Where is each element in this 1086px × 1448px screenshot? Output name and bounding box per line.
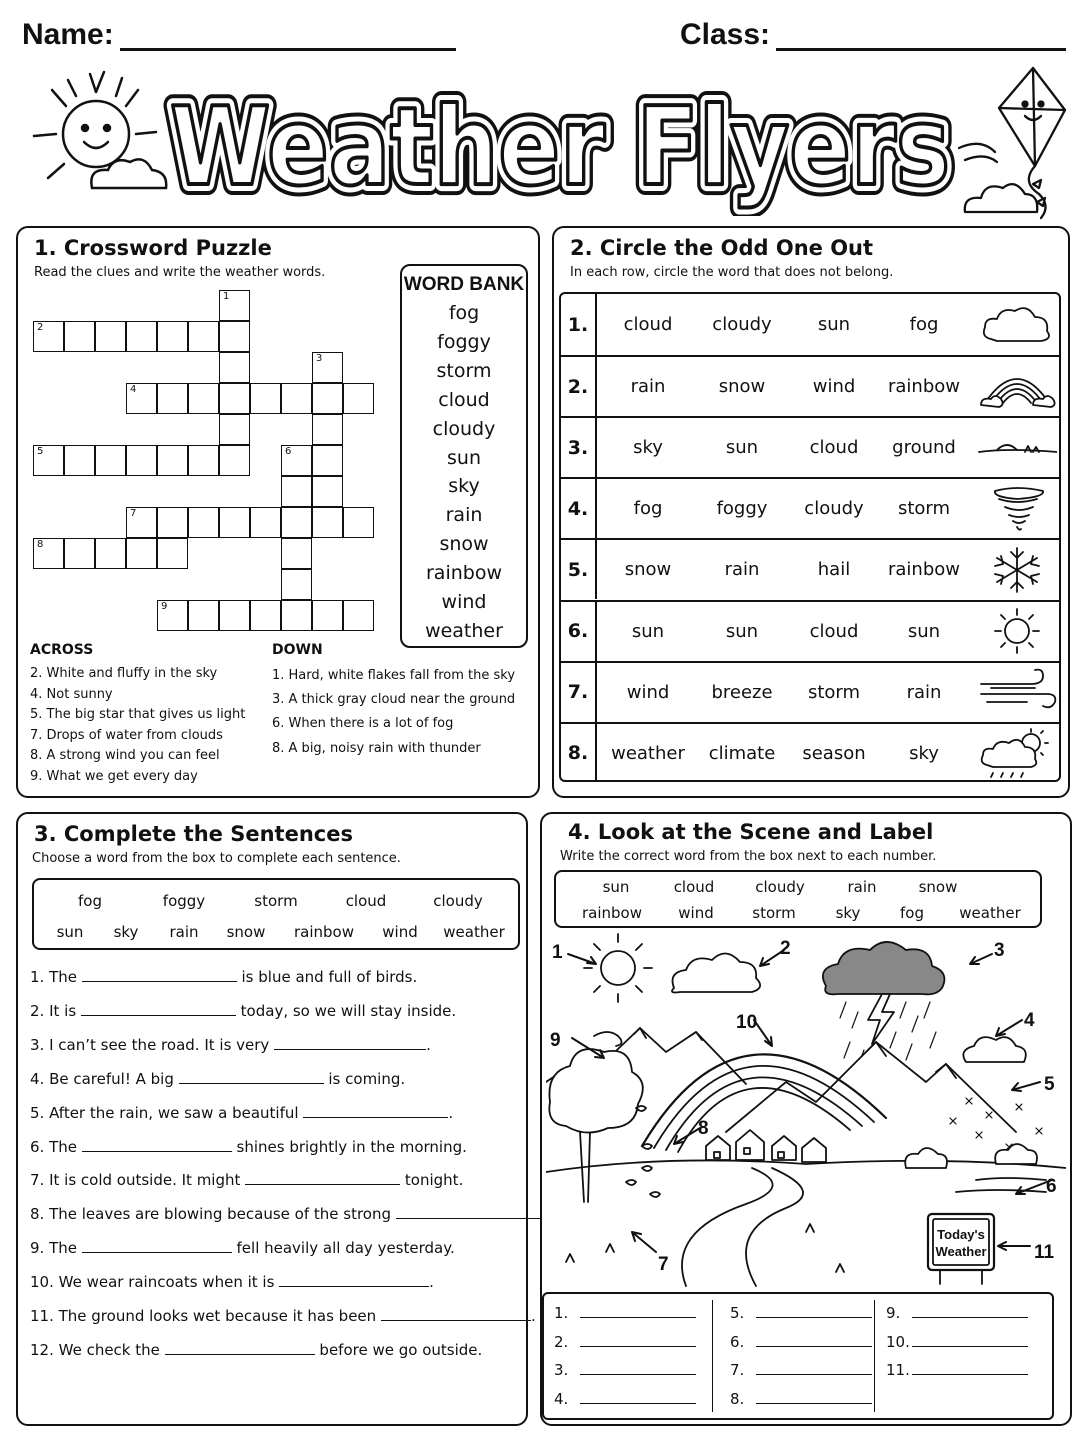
crossword-cell-number: 4	[130, 384, 137, 395]
crossword-cell[interactable]	[157, 507, 188, 538]
sentence-text: 9. The	[30, 1239, 82, 1258]
sentence-blank[interactable]	[82, 1239, 232, 1253]
sun-icon	[975, 602, 1059, 661]
scene-label-4: 4	[1024, 1010, 1035, 1031]
odd-one-out-word[interactable]: wind	[812, 376, 856, 398]
crossword-cell[interactable]	[250, 507, 281, 538]
odd-one-out-word[interactable]: sun	[725, 437, 759, 459]
crossword-cell[interactable]	[219, 352, 250, 383]
down-clue: 1. Hard, white flakes fall from the sky	[272, 668, 516, 683]
svg-text:Today's: Today's	[937, 1227, 985, 1242]
across-clue: 2. White and fluffy in the sky	[30, 666, 218, 681]
word-bank-item: snow	[439, 533, 489, 556]
answer-blank[interactable]	[580, 1390, 696, 1404]
crossword-cell[interactable]	[188, 507, 219, 538]
crossword-cell[interactable]	[33, 321, 64, 352]
sentences-box-word: snow	[226, 923, 266, 941]
scene-box-word: wind	[678, 904, 714, 922]
sentence-item	[30, 1341, 482, 1359]
sentence-item	[30, 1070, 405, 1088]
weather-scene	[546, 932, 1066, 1292]
page-title	[150, 66, 970, 216]
odd-one-out-word[interactable]: cloud	[809, 620, 859, 642]
sentence-item	[30, 1002, 456, 1020]
kite-icon	[955, 62, 1080, 222]
crossword-cell[interactable]	[343, 600, 374, 631]
answer-number: 5.	[730, 1304, 745, 1322]
crossword-cell[interactable]	[188, 383, 219, 414]
across-clue: 7. Drops of water from clouds	[30, 727, 223, 743]
sentences-box-word: sky	[113, 923, 139, 941]
answer-line	[886, 1333, 1028, 1351]
odd-one-out-word[interactable]: fog	[633, 498, 663, 520]
row-number: 5.	[561, 540, 597, 599]
sentence-blank[interactable]	[279, 1273, 429, 1287]
answer-number: 9.	[886, 1304, 901, 1322]
sentence-text: 7. It is cold outside. It might	[30, 1171, 246, 1190]
sentence-item	[30, 1273, 434, 1291]
odd-one-out-word[interactable]: cloudy	[804, 498, 864, 520]
tornado-icon	[975, 479, 1059, 538]
crossword-cell[interactable]	[33, 445, 64, 476]
rainbow-icon	[975, 357, 1059, 416]
answer-blank[interactable]	[912, 1333, 1028, 1347]
odd-one-out-word[interactable]: season	[802, 742, 866, 764]
answer-number: 1.	[554, 1304, 569, 1322]
odd-one-out-word[interactable]: sun	[817, 314, 851, 336]
crossword-cell[interactable]	[64, 321, 95, 352]
scene-panel	[540, 812, 1072, 1426]
crossword-cell[interactable]	[281, 507, 312, 538]
title-outline-outer: Weather Flyers	[170, 85, 950, 210]
sentence-text: .	[448, 1103, 454, 1122]
across-clue: 5. The big star that gives us light	[30, 707, 246, 722]
crossword-cell[interactable]	[157, 538, 188, 569]
odd-one-out-word[interactable]: climate	[708, 742, 776, 764]
answer-line	[554, 1390, 696, 1408]
sentence-blank[interactable]	[303, 1104, 448, 1118]
scene-answer-box	[542, 1292, 1054, 1420]
scene-box-word: storm	[752, 904, 796, 922]
crossword-cell[interactable]	[219, 414, 250, 445]
scene-box-word: rainbow	[582, 904, 642, 922]
answer-number: 8.	[730, 1390, 745, 1409]
answer-line	[886, 1361, 1028, 1379]
odd-one-out-table	[559, 292, 1061, 782]
sentence-text: 10. We wear raincoats when it is	[30, 1273, 280, 1292]
crossword-cell[interactable]	[64, 445, 95, 476]
word-bank	[400, 264, 528, 648]
odd-one-out-word[interactable]: snow	[718, 376, 766, 398]
crossword-cell[interactable]	[219, 383, 250, 414]
scene-label-6: 6	[1046, 1176, 1057, 1197]
smiling-sun-icon	[18, 62, 178, 212]
odd-one-out-panel	[552, 226, 1070, 798]
sentence-text: shines brightly in the morning.	[231, 1137, 467, 1156]
sentence-item	[30, 968, 417, 986]
odd-one-out-word[interactable]: sky	[909, 742, 939, 764]
sentence-text: 3. I can’t see the road. It is very	[30, 1035, 275, 1054]
crossword-instructions: Read the clues and write the weather words.	[34, 265, 326, 280]
word-bank-item: sun	[447, 446, 481, 469]
odd-one-out-row	[561, 722, 1059, 782]
odd-one-out-row	[561, 661, 1059, 722]
row-number: 1.	[561, 294, 597, 355]
odd-one-out-word[interactable]: snow	[624, 559, 672, 581]
title-outline-mid: Weather Flyers	[170, 85, 950, 210]
answer-divider	[874, 1300, 875, 1412]
sentences-box-word: cloudy	[433, 892, 483, 910]
sentences-box-word: sun	[56, 923, 84, 941]
answer-blank[interactable]	[580, 1333, 696, 1347]
sentences-panel	[16, 812, 536, 1426]
crossword-cell[interactable]	[33, 538, 64, 569]
sentence-text: before we go outside.	[314, 1340, 483, 1359]
row-number: 7.	[561, 663, 597, 722]
title-text: Weather Flyers	[170, 85, 950, 210]
crossword-cell[interactable]	[126, 507, 157, 538]
row-number: 8.	[561, 724, 597, 782]
odd-one-out-word[interactable]: rain	[906, 681, 942, 703]
odd-one-out-word[interactable]: ground	[892, 437, 956, 459]
down-heading: DOWN	[272, 642, 323, 658]
crossword-cell[interactable]	[343, 383, 374, 414]
sentence-text: .	[429, 1273, 434, 1292]
answer-number: 4.	[554, 1390, 569, 1409]
crossword-cell[interactable]	[64, 538, 95, 569]
word-bank-item: sky	[448, 475, 480, 498]
answer-number: 10.	[886, 1332, 910, 1351]
sentence-item	[30, 1138, 467, 1156]
crossword-cell[interactable]	[219, 290, 250, 321]
word-bank-item: storm	[436, 359, 492, 382]
odd-one-out-word[interactable]: sun	[907, 620, 941, 642]
snowflake-icon	[975, 540, 1059, 599]
row-number: 4.	[561, 479, 597, 538]
crossword-cell[interactable]	[219, 445, 250, 476]
sentences-box-word: wind	[382, 923, 418, 941]
odd-one-out-row	[561, 416, 1059, 477]
scene-title: 4. Look at the Scene and Label	[568, 820, 934, 844]
sentences-box-word: rain	[169, 923, 199, 941]
crossword-cell[interactable]	[312, 507, 343, 538]
sentence-text: 5. After the rain, we saw a beautiful	[30, 1103, 304, 1122]
scene-label-10: 10	[736, 1012, 758, 1033]
scene-box-word: sun	[602, 878, 630, 896]
row-number: 6.	[561, 602, 597, 661]
row-number: 3.	[561, 418, 597, 477]
crossword-cell-number: 9	[161, 601, 168, 612]
sentence-blank[interactable]	[81, 1002, 236, 1016]
sun-cloud-rain-icon	[975, 724, 1059, 782]
crossword-cell[interactable]	[281, 383, 312, 414]
sentence-item	[30, 1104, 453, 1122]
odd-one-out-row	[561, 600, 1059, 661]
crossword-cell[interactable]	[219, 507, 250, 538]
crossword-cell[interactable]	[219, 321, 250, 352]
across-clue: 8. A strong wind you can feel	[30, 748, 220, 763]
svg-text:Weather: Weather	[935, 1244, 987, 1259]
crossword-title: 1. Crossword Puzzle	[34, 236, 272, 260]
crossword-cell[interactable]	[126, 445, 157, 476]
sentence-item	[30, 1171, 463, 1189]
crossword-cell[interactable]	[250, 600, 281, 631]
sentences-instructions: Choose a word from the box to complete each sentence.	[32, 851, 401, 866]
crossword-cell-number: 5	[37, 446, 44, 457]
answer-line	[554, 1361, 696, 1379]
scene-word-box	[554, 870, 1042, 928]
scene-box-word: sky	[835, 904, 861, 922]
village-icon	[706, 1130, 826, 1162]
sentences-box-word: cloud	[345, 892, 387, 910]
sentence-text: tonight.	[400, 1171, 464, 1190]
sentence-blank[interactable]	[82, 968, 237, 982]
answer-line	[730, 1333, 872, 1351]
tree-icon	[549, 1049, 642, 1202]
scene-label-3: 3	[994, 940, 1005, 961]
odd-one-out-word[interactable]: cloud	[623, 314, 673, 336]
crossword-cell[interactable]	[281, 445, 312, 476]
scene-box-word: rain	[847, 878, 877, 896]
answer-blank[interactable]	[756, 1361, 872, 1375]
answer-line	[730, 1390, 872, 1408]
crossword-cell[interactable]	[312, 414, 343, 445]
sentence-text: fell heavily all day yesterday.	[231, 1239, 455, 1258]
scene-box-word: weather	[959, 904, 1021, 922]
cloud-icon	[975, 294, 1059, 355]
sentence-item	[30, 1036, 431, 1054]
down-clue: 3. A thick gray cloud near the ground	[272, 692, 516, 708]
name-label: Name:	[22, 18, 114, 51]
crossword-cell-number: 8	[37, 539, 44, 550]
word-bank-item: fog	[448, 302, 480, 324]
word-bank-item: wind	[441, 591, 487, 613]
odd-one-out-word[interactable]: breeze	[711, 681, 773, 703]
sentence-text: is coming.	[323, 1069, 406, 1088]
crossword-cell[interactable]	[126, 321, 157, 352]
word-bank-item: weather	[425, 619, 503, 642]
answer-divider	[712, 1300, 713, 1412]
sentence-blank[interactable]	[245, 1171, 400, 1185]
scene-box-word: fog	[900, 904, 924, 922]
crossword-cell-number: 7	[130, 508, 137, 519]
odd-one-out-word[interactable]: rainbow	[888, 376, 960, 398]
sentence-blank[interactable]	[396, 1205, 541, 1219]
sentences-box-word: weather	[443, 923, 505, 941]
sentence-text: today, so we will stay inside.	[235, 1001, 457, 1020]
todays-weather-sign	[928, 1214, 994, 1284]
answer-number: 3.	[554, 1361, 569, 1380]
answer-number: 2.	[554, 1332, 569, 1351]
crossword-cell[interactable]	[157, 600, 188, 631]
sentence-blank[interactable]	[179, 1070, 324, 1084]
answer-number: 7.	[730, 1361, 745, 1380]
sentence-blank[interactable]	[381, 1307, 531, 1321]
sentences-box-word: storm	[254, 892, 298, 910]
odd-one-out-word[interactable]: fog	[909, 314, 939, 336]
scene-label-11: 11	[1034, 1242, 1055, 1263]
crossword-cell[interactable]	[281, 538, 312, 569]
scene-label-1: 1	[552, 942, 563, 963]
answer-blank[interactable]	[912, 1304, 1028, 1318]
crossword-cell[interactable]	[188, 445, 219, 476]
scene-storm-cloud-icon	[823, 942, 945, 994]
sentence-text: .	[530, 1307, 536, 1325]
sentence-blank[interactable]	[165, 1341, 315, 1355]
scene-cloud-icon	[672, 953, 760, 992]
scene-sun-icon	[584, 934, 652, 1002]
crossword-cell[interactable]	[312, 352, 343, 383]
name-field[interactable]	[120, 48, 456, 51]
odd-one-out-word[interactable]: wind	[626, 681, 670, 703]
crossword-cell[interactable]	[188, 321, 219, 352]
answer-number: 6.	[730, 1332, 745, 1351]
odd-one-out-row	[561, 538, 1059, 599]
class-label: Class:	[680, 18, 771, 51]
sentence-item	[30, 1307, 536, 1325]
odd-one-out-word[interactable]: sun	[725, 620, 759, 642]
sentence-text: 6. The	[30, 1137, 82, 1156]
crossword-cell[interactable]	[95, 538, 126, 569]
answer-number: 11.	[886, 1361, 910, 1380]
crossword-cell[interactable]	[95, 321, 126, 352]
crossword-cell[interactable]	[343, 507, 374, 538]
down-clue: 6. When there is a lot of fog	[272, 716, 454, 732]
answer-blank[interactable]	[756, 1304, 872, 1318]
crossword-cell[interactable]	[312, 476, 343, 507]
answer-line	[730, 1361, 872, 1379]
answer-line	[554, 1304, 696, 1322]
odd-one-out-word[interactable]: rain	[630, 376, 666, 398]
sentence-text: 11. The ground looks wet because it has been	[30, 1307, 381, 1325]
answer-blank[interactable]	[756, 1390, 872, 1404]
crossword-cell[interactable]	[126, 538, 157, 569]
odd-one-out-word[interactable]: sun	[631, 620, 665, 642]
sentence-text: .	[426, 1035, 431, 1054]
sentence-item	[30, 1205, 546, 1223]
answer-blank[interactable]	[912, 1361, 1028, 1375]
odd-one-out-word[interactable]: storm	[897, 498, 951, 520]
sentence-text: 2. It is	[30, 1001, 81, 1020]
sentences-box-word: fog	[78, 892, 102, 910]
scene-label-5: 5	[1044, 1074, 1055, 1095]
answer-blank[interactable]	[756, 1333, 872, 1347]
crossword-cell[interactable]	[312, 383, 343, 414]
scene-box-word: cloud	[673, 878, 715, 896]
sentence-text: 4. Be careful! A big	[30, 1069, 179, 1088]
wind-icon	[975, 663, 1059, 722]
crossword-cell[interactable]	[95, 445, 126, 476]
sentences-word-box	[32, 878, 520, 950]
crossword-cell-number: 2	[37, 322, 44, 333]
across-clue: 9. What we get every day	[30, 768, 198, 784]
crossword-cell[interactable]	[312, 600, 343, 631]
odd-one-out-word[interactable]: storm	[807, 681, 861, 703]
answer-line	[554, 1333, 696, 1351]
odd-one-out-word[interactable]: rainbow	[888, 559, 960, 581]
odd-one-out-word[interactable]: sky	[633, 437, 663, 459]
odd-one-out-row	[561, 477, 1059, 538]
sentence-text: 1. The	[30, 968, 82, 986]
answer-line	[730, 1304, 872, 1322]
crossword-cell[interactable]	[312, 445, 343, 476]
scene-label-7: 7	[658, 1254, 669, 1275]
crossword-cell[interactable]	[281, 569, 312, 600]
sentences-box-word: rainbow	[294, 923, 354, 941]
odd-one-out-word[interactable]: hail	[817, 559, 851, 581]
odd-one-out-row	[561, 294, 1059, 355]
answer-blank[interactable]	[580, 1361, 696, 1375]
crossword-cell-number: 3	[316, 353, 323, 364]
crossword-cell-number: 1	[223, 291, 230, 302]
crossword-cell[interactable]	[281, 476, 312, 507]
odd-one-out-word[interactable]: rain	[724, 559, 760, 581]
crossword-cell-number: 6	[285, 446, 292, 457]
crossword-cell[interactable]	[219, 600, 250, 631]
class-field[interactable]	[776, 48, 1066, 51]
crossword-cell[interactable]	[250, 383, 281, 414]
sentence-text: is blue and full of birds.	[236, 968, 418, 986]
crossword-cell[interactable]	[157, 383, 188, 414]
odd-one-out-word[interactable]: cloudy	[712, 314, 772, 336]
crossword-cell[interactable]	[281, 600, 312, 631]
crossword-cell[interactable]	[188, 600, 219, 631]
down-clue: 8. A big, noisy rain with thunder	[272, 740, 481, 756]
crossword-cell[interactable]	[126, 383, 157, 414]
row-number: 2.	[561, 357, 597, 416]
sentence-blank[interactable]	[274, 1036, 426, 1050]
odd-one-out-word[interactable]: foggy	[716, 498, 768, 520]
sentences-box-word: foggy	[162, 892, 206, 910]
scene-box-word: cloudy	[755, 878, 805, 896]
sentence-item	[30, 1239, 455, 1257]
word-bank-item: cloudy	[432, 417, 496, 440]
sentences-title: 3. Complete the Sentences	[34, 822, 353, 846]
crossword-cell[interactable]	[157, 445, 188, 476]
across-heading: ACROSS	[30, 642, 94, 658]
odd-one-out-word[interactable]: weather	[611, 742, 685, 764]
sentence-blank[interactable]	[82, 1138, 232, 1152]
word-bank-title: WORD BANK	[403, 274, 525, 295]
scene-label-2: 2	[780, 938, 791, 959]
odd-one-out-title: 2. Circle the Odd One Out	[570, 236, 874, 260]
word-bank-item: cloud	[438, 388, 490, 411]
odd-one-out-instructions: In each row, circle the word that does not belong.	[570, 265, 894, 280]
word-bank-item: foggy	[437, 330, 491, 353]
word-bank-item: rain	[445, 504, 483, 527]
word-bank-item: rainbow	[426, 562, 502, 585]
ground-icon	[975, 418, 1059, 477]
answer-blank[interactable]	[580, 1304, 696, 1318]
odd-one-out-row	[561, 355, 1059, 416]
sentence-text: 12. We check the	[30, 1340, 165, 1359]
scene-label-8: 8	[698, 1118, 709, 1139]
across-clue: 4. Not sunny	[30, 686, 113, 702]
scene-instructions: Write the correct word from the box next to each number.	[560, 849, 937, 864]
crossword-cell[interactable]	[157, 321, 188, 352]
odd-one-out-word[interactable]: cloud	[809, 437, 859, 459]
answer-line	[886, 1304, 1028, 1322]
scene-label-9: 9	[550, 1030, 561, 1051]
crossword-panel	[16, 226, 540, 798]
sentence-text: 8. The leaves are blowing because of the strong	[30, 1205, 396, 1224]
scene-box-word: snow	[918, 878, 958, 896]
